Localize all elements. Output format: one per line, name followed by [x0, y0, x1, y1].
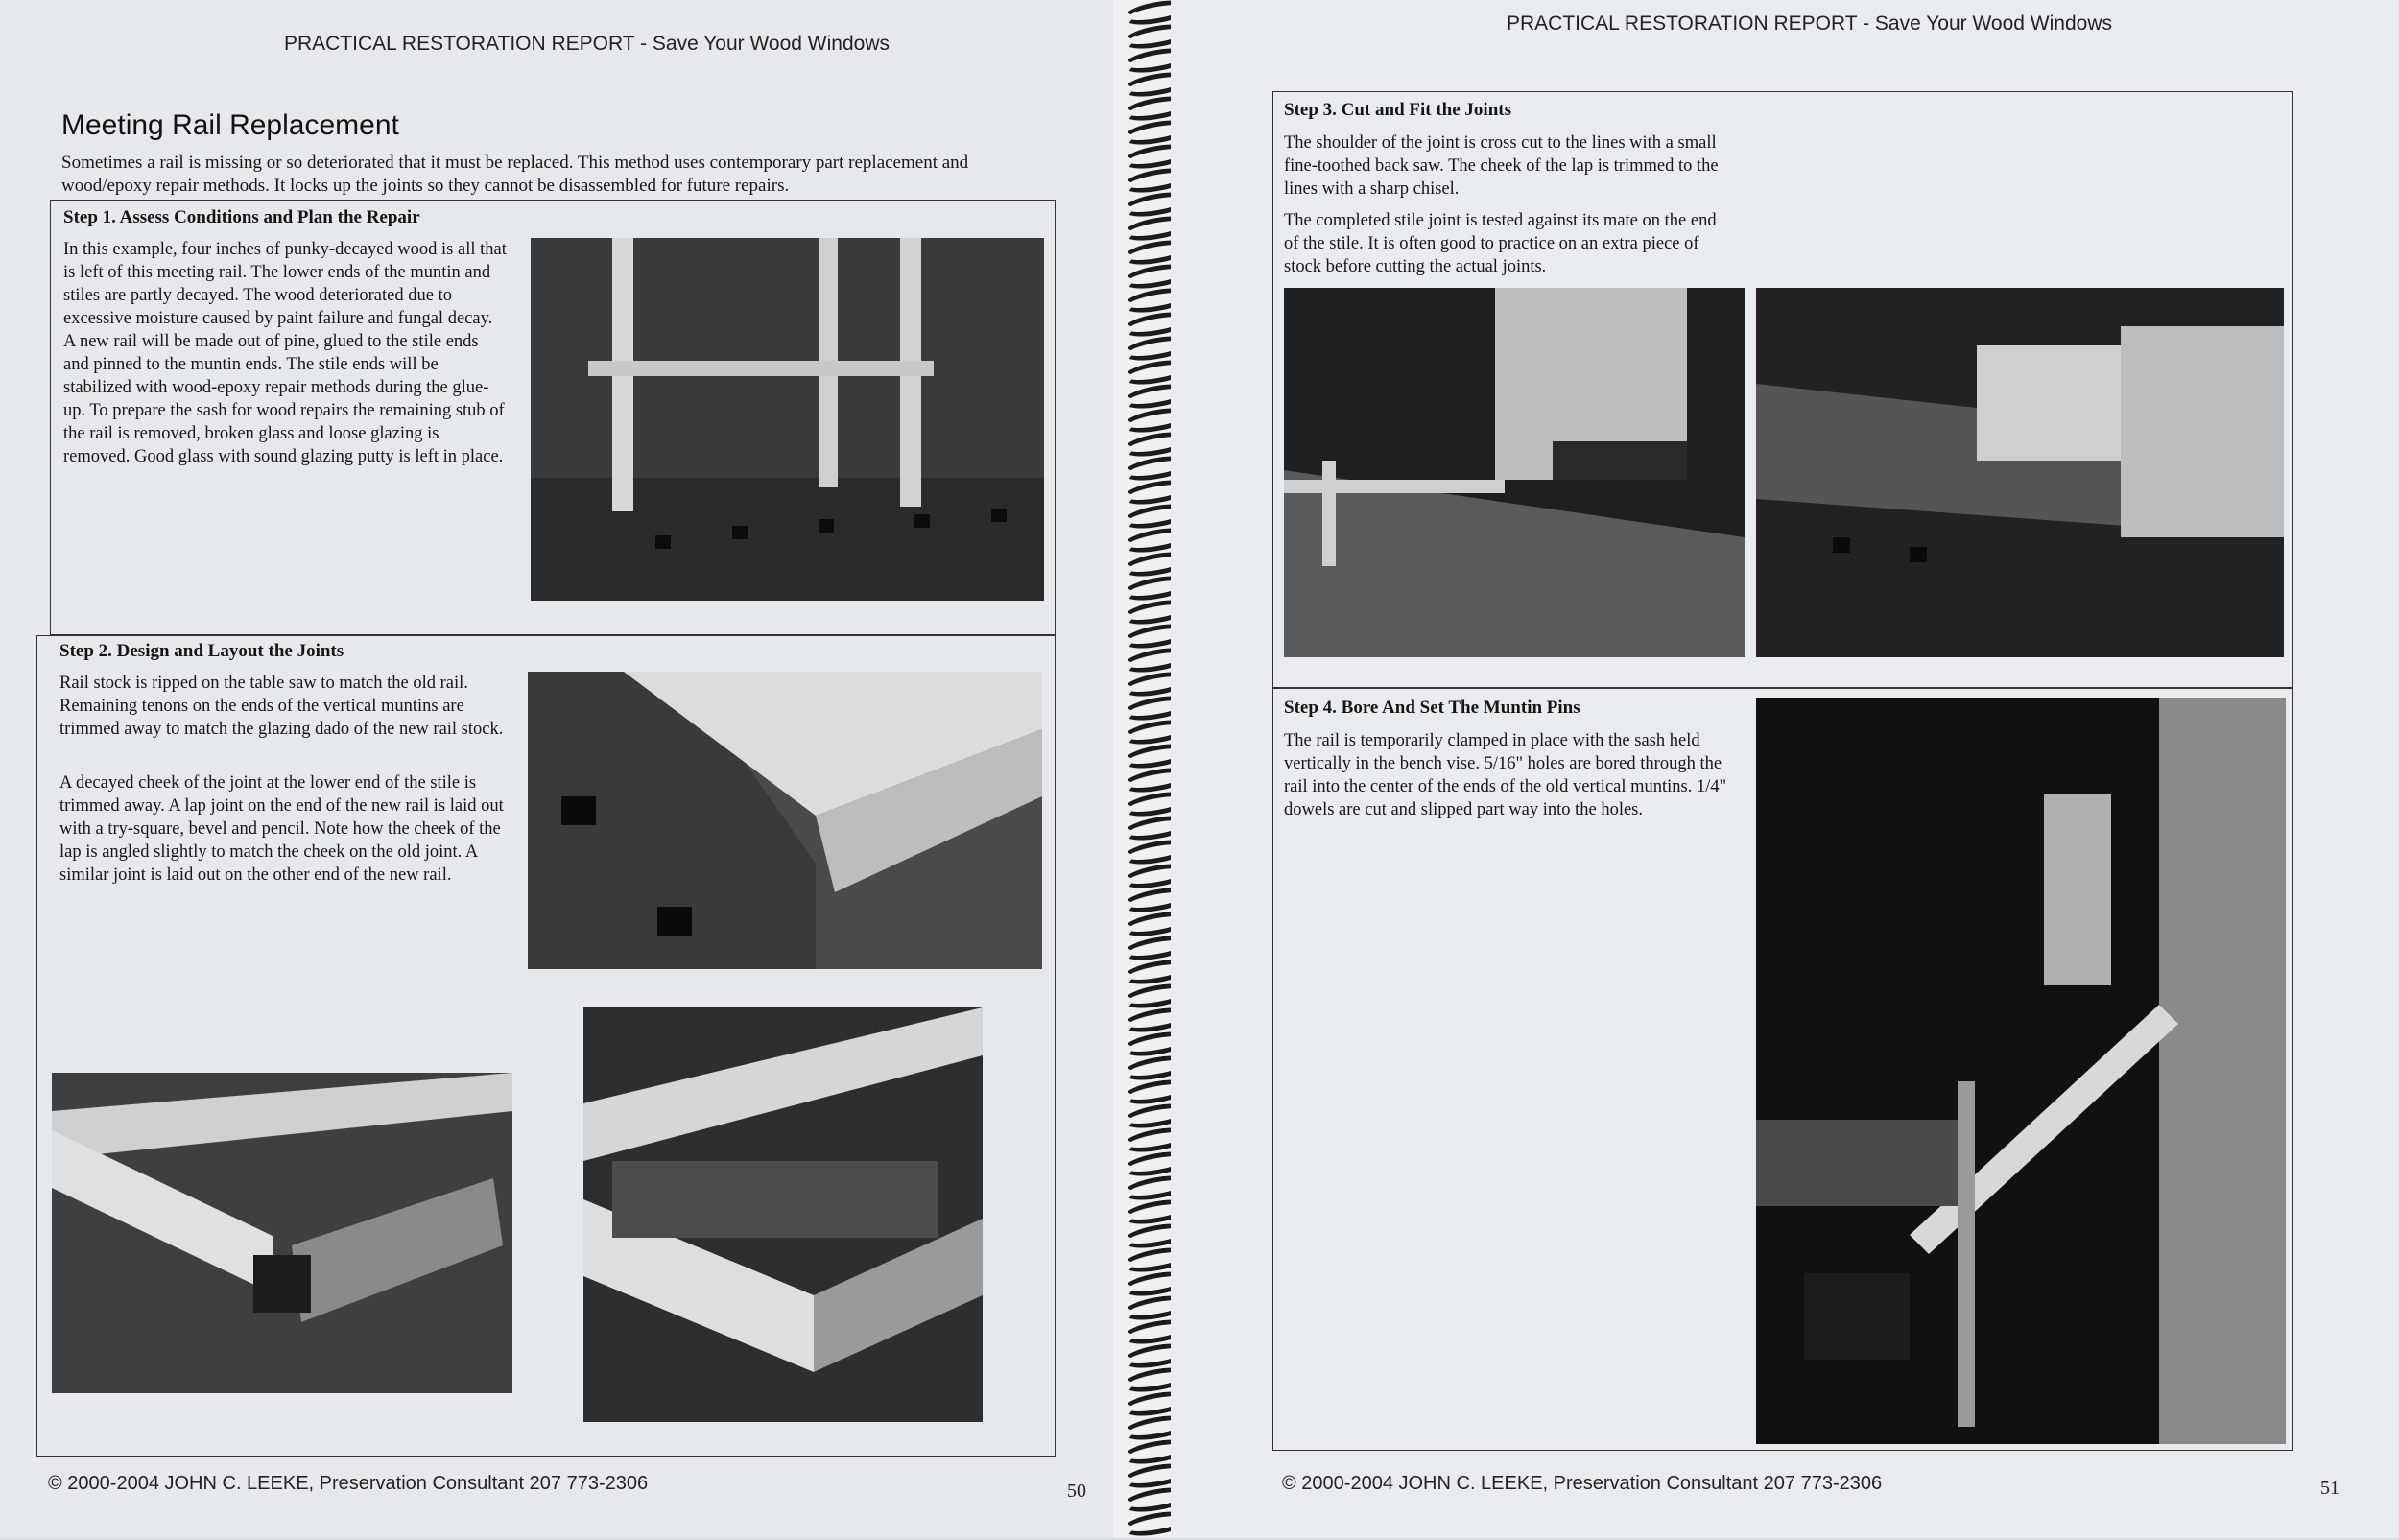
step2-photo-rail-stock	[528, 672, 1042, 969]
step1-photo-sash-on-bench	[531, 238, 1044, 601]
step3-photo-chisel	[1756, 288, 2284, 657]
step2-text-2: A decayed cheek of the joint at the lower end of the stile is trimmed away. A lap joint on the end of the new rail is laid out with a try-square, bevel and pencil. Note how the cheek of the lap is angled slightly to match the cheek on the old joint. A similar joint is laid out on the other end of the new rail.	[59, 773, 504, 885]
right-page	[1171, 0, 2399, 1538]
step3-title: Step 3. Cut and Fit the Joints	[1284, 100, 1511, 120]
page-number: 50	[1067, 1481, 1086, 1502]
step4-photo-drilling-pins	[1756, 698, 2286, 1444]
step4-text: The rail is temporarily clamped in place with the sash held vertically in the bench vise. 5/16" holes are bored through the rail into the center of the ends of the old vertical muntins. 1/4" dowels are cut and slipped part way into the holes.	[1284, 731, 1727, 819]
step3-photo-saw-cut	[1284, 288, 1745, 657]
step3-text-1: The shoulder of the joint is cross cut to the lines with a small fine-toothed back saw. The cheek of the lap is trimmed to the lines with a sharp chisel.	[1284, 133, 1719, 199]
intro-paragraph: Sometimes a rail is missing or so deteriorated that it must be replaced. This method uses contemporary part replacement and wood/epoxy repair methods. It locks up the joints so they cannot be disassembled for future repairs.	[61, 153, 969, 196]
step2-photo-decayed-joint	[52, 1073, 512, 1393]
footer-text: © 2000-2004 JOHN C. LEEKE, Preservation Consultant 207 773-2306	[48, 1473, 649, 1494]
left-page	[0, 0, 1132, 1538]
step1-text: In this example, four inches of punky-decayed wood is all that is left of this meeting rail. The lower ends of the muntin and stiles are partly decayed. The wood deteriorated due to excessive moisture caused by paint failure and fungal decay. A new rail will be made out of pine, glued to the stile ends and pinned to the muntin ends. The stile ends will be stabilized with wood-epoxy repair methods during the glue-up. To prepare the sash for wood repairs the remaining stub of the rail is removed, broken glass and loose glazing is removed. Good glass with sound glazing putty is left in place.	[63, 240, 507, 466]
section-title: Meeting Rail Replacement	[61, 109, 399, 141]
step2-title: Step 2. Design and Layout the Joints	[59, 641, 344, 661]
footer-text: © 2000-2004 JOHN C. LEEKE, Preservation Consultant 207 773-2306	[1282, 1473, 1883, 1494]
step2-text-1: Rail stock is ripped on the table saw to match the old rail. Remaining tenons on the ends of the vertical muntins are trimmed away to match the glazing dado of the new rail stock.	[59, 674, 504, 739]
page-header: PRACTICAL RESTORATION REPORT - Save Your Wood Windows	[284, 33, 890, 55]
step4-title: Step 4. Bore And Set The Muntin Pins	[1284, 698, 1580, 718]
step3-text-2: The completed stile joint is tested against its mate on the end of the stile. It is often good to practice on an extra piece of stock before cutting the actual joints.	[1284, 211, 1717, 276]
step1-title: Step 1. Assess Conditions and Plan the Repair	[63, 207, 420, 227]
step2-photo-lap-joint	[583, 1007, 983, 1422]
page-number: 51	[2320, 1478, 2340, 1499]
page-header: PRACTICAL RESTORATION REPORT - Save Your Wood Windows	[1507, 12, 2112, 35]
